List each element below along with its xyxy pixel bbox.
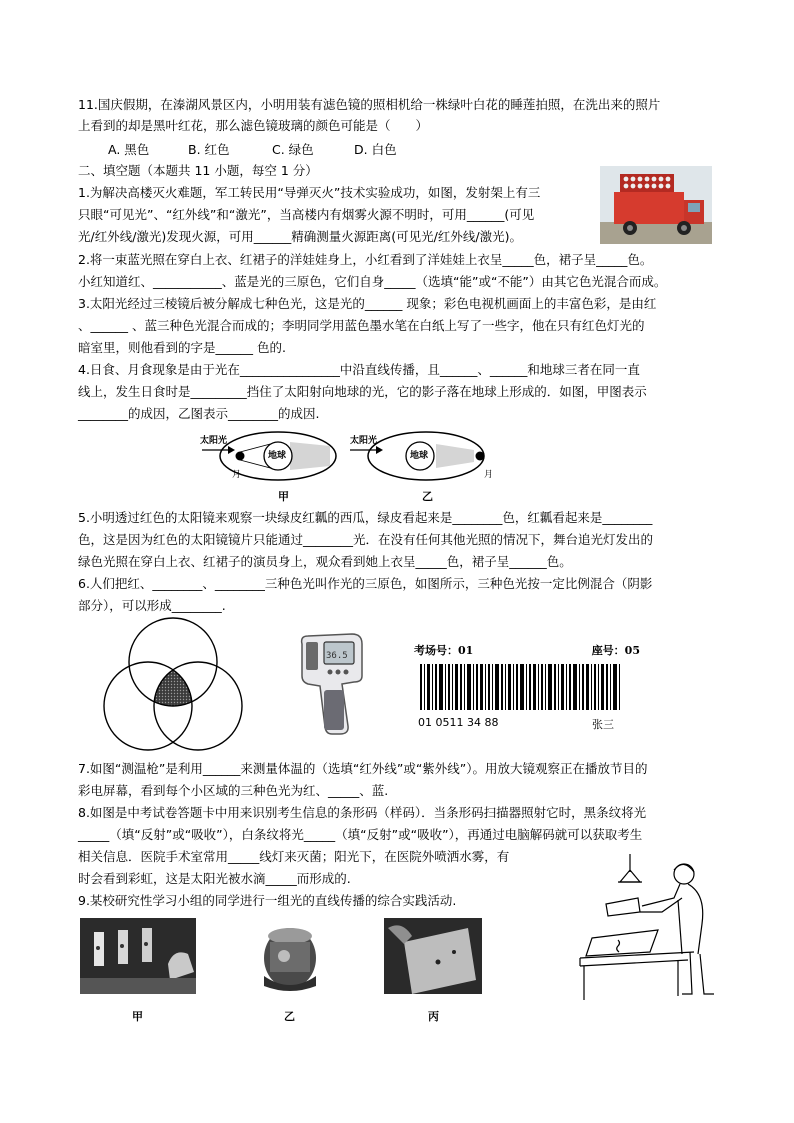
q8-line3: 相关信息．医院手术室常用_____线灯来灭菌；阳光下，在医院外喷洒水雾，有 — [78, 849, 510, 864]
eclipse-caption-b: 乙 — [422, 490, 433, 503]
q11-option-c: C. 绿色 — [272, 142, 314, 157]
q8-line2: _____（填“反射”或“吸收”），白条纹将光_____（填“反射”或“吸收”），再通过电脑解码就可以获取考生 — [78, 827, 643, 842]
q4-line2: 线上，发生日食时是_________挡住了太阳射向地球的光，它的影子落在地球上形成的．如图，甲图表示 — [78, 384, 647, 399]
photo-caption-bing: 丙 — [428, 1010, 439, 1023]
eclipse-b-moon-label: 月 — [484, 470, 494, 480]
venn-diagram — [98, 614, 248, 764]
lamp-person-drawing — [578, 854, 730, 1000]
thermometer-gun-image — [296, 630, 368, 740]
q4-line1: 4.日食、月食现象是由于光在________________中沿直线传播，且______、______和地球三者在同一直 — [78, 362, 640, 377]
q11-option-d: D. 白色 — [354, 142, 397, 157]
photo-bing — [384, 918, 482, 994]
q1-line1: 1.为解决高楼灭火难题，军工转民用“导弹灭火”技术实验成功，如图，发射架上有三 — [78, 185, 541, 200]
q5-line1: 5.小明透过红色的太阳镜来观察一块绿皮红瓤的西瓜，绿皮看起来是________色，红瓤看起来是________ — [78, 510, 653, 525]
q8-line1: 8.如图是中考试卷答题卡中用来识别考生信息的条形码（样码）．当条形码扫描器照射它时，黑条纹将光 — [78, 805, 647, 820]
q3-line2: 、______ 、蓝三种色光混合而成的；李明同学用蓝色墨水笔在白纸上写了一些字，他在只有红色灯光的 — [78, 318, 645, 333]
photo-yi — [244, 918, 336, 994]
q2-line1: 2.将一束蓝光照在穿白上衣、红裙子的洋娃娃身上，小红看到了洋娃娃上衣呈_____色，裙子呈_____色。 — [78, 252, 653, 267]
barcode-card — [414, 642, 644, 734]
q3-line3: 暗室里，则他看到的字是______ 色的. — [78, 340, 286, 355]
eclipse-a-earth-label: 地球 — [268, 451, 287, 461]
q11-option-a: A. 黑色 — [108, 142, 150, 157]
q1-line2: 只眼“可见光”、“红外线”和“激光”，当高楼内有烟雾火源不明时，可用______(可见 — [78, 207, 535, 222]
fire-truck-image — [600, 166, 712, 244]
q11-line2: 上看到的却是黑叶红花，那么滤色镜玻璃的颜色可能是（ ） — [78, 118, 429, 133]
svg-text:36.5: 36.5 — [326, 651, 348, 661]
q6-line2: 部分），可以形成________. — [78, 598, 226, 613]
barcode-exam-label: 考场号：01 — [414, 644, 474, 657]
barcode-seat-label: 座号：05 — [591, 644, 640, 657]
q3-line1: 3.太阳光经过三棱镜后被分解成七种色光，这是光的______ 现象；彩色电视机画面上的丰富色彩，是由红 — [78, 296, 657, 311]
q2-line2: 小红知道红、___________、蓝是光的三原色，它们自身_____（选填“能”或“不能”）由其它色光混合而成。 — [78, 274, 667, 289]
q7-line2: 彩电屏幕，看到每个小区域的三种色光为红、_____、蓝. — [78, 783, 389, 798]
q11-option-b: B. 红色 — [188, 142, 230, 157]
barcode-name: 张三 — [592, 718, 614, 731]
q5-line2: 色，这是因为红色的太阳镜镜片只能通过________光．在没有任何其他光照的情况下，舞台追光灯发出的 — [78, 532, 654, 547]
eclipse-diagram — [198, 428, 498, 500]
photo-jia — [80, 918, 196, 994]
q9-line1: 9.某校研究性学习小组的同学进行一组光的直线传播的综合实践活动. — [78, 893, 457, 908]
q5-line3: 绿色光照在穿白上衣、红裙子的演员身上，观众看到她上衣呈_____色，裙子呈______色。 — [78, 554, 572, 569]
eclipse-a-moon-label: 月 — [232, 470, 242, 480]
q7-line1: 7.如图“测温枪”是利用______来测量体温的（选填“红外线”或“紫外线”）。用放大镜观察正在播放节目的 — [78, 761, 648, 776]
photo-caption-yi: 乙 — [284, 1010, 295, 1023]
photo-caption-jia: 甲 — [132, 1010, 143, 1023]
q1-line3: 光/红外线/激光)发现火源，可用______精确测量火源距离(可见光/红外线/激光)。 — [78, 229, 522, 244]
eclipse-b-earth-label: 地球 — [410, 451, 429, 461]
eclipse-a-sun-label: 太阳光 — [200, 436, 228, 446]
q11-line1: 11.国庆假期，在溱湖风景区内，小明用装有滤色镜的照相机给一株绿叶白花的睡莲拍照，在洗出来的照片 — [78, 97, 661, 112]
eclipse-b-sun-label: 太阳光 — [350, 436, 378, 446]
q4-line3: ________的成因，乙图表示________的成因. — [78, 406, 320, 421]
q8-line4: 时会看到彩虹，这是太阳光被水滴_____而形成的. — [78, 871, 351, 886]
q6-line1: 6.人们把红、________、________三种色光叫作光的三原色，如图所示，三种色光按一定比例混合（阴影 — [78, 576, 653, 591]
barcode-number: 01 0511 34 88 — [418, 716, 499, 729]
barcode-bars — [420, 664, 620, 710]
eclipse-caption-a: 甲 — [278, 490, 289, 503]
section-title: 二、填空题（本题共 11 小题，每空 1 分） — [78, 163, 318, 178]
